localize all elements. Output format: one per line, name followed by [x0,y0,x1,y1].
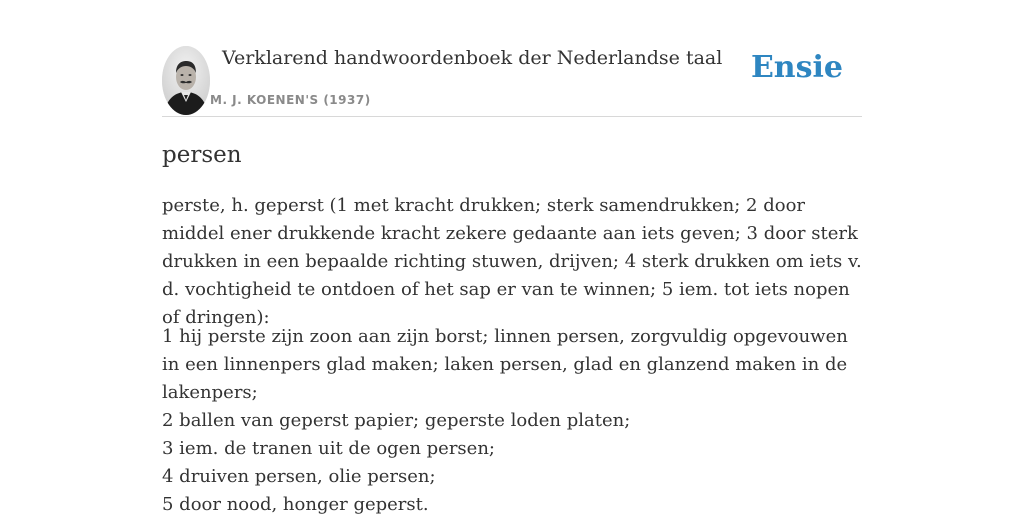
example-line-1: 1 hij perste zijn zoon aan zijn borst; linnen persen, zorgvuldig opgevouwen in een linnenpers glad maken; laken persen, glad en glanzend maken in de lakenpers; [162,326,848,403]
example-line-5: 5 door nood, honger geperst. [162,494,429,515]
book-title: Verklarend handwoordenboek der Nederlandse taal [222,47,723,69]
entry-definition: perste, h. geperst (1 met kracht drukken; sterk samendrukken; 2 door middel ener drukkende kracht zekere gedaante aan iets geven; 3 door sterk drukken in een bepaalde richting stuwen, drijven; 4 sterk drukken om iets v. d. vochtigheid te ontdoen of het sap er van te winnen; 5 iem. tot iets nopen of dringen): [162,195,862,328]
example-line-4: 4 druiven persen, olie persen; [162,466,436,487]
author-label: M. J. KOENEN'S (1937) [210,93,371,107]
entry-headword: persen [162,142,242,168]
example-line-3: 3 iem. de tranen uit de ogen persen; [162,438,495,459]
header [162,0,862,117]
author-portrait-icon [162,46,210,115]
ensie-logo-link[interactable]: Ensie [750,50,843,85]
page [162,0,862,515]
example-line-2: 2 ballen van geperst papier; geperste loden platen; [162,410,631,431]
entry-examples [162,323,862,519]
